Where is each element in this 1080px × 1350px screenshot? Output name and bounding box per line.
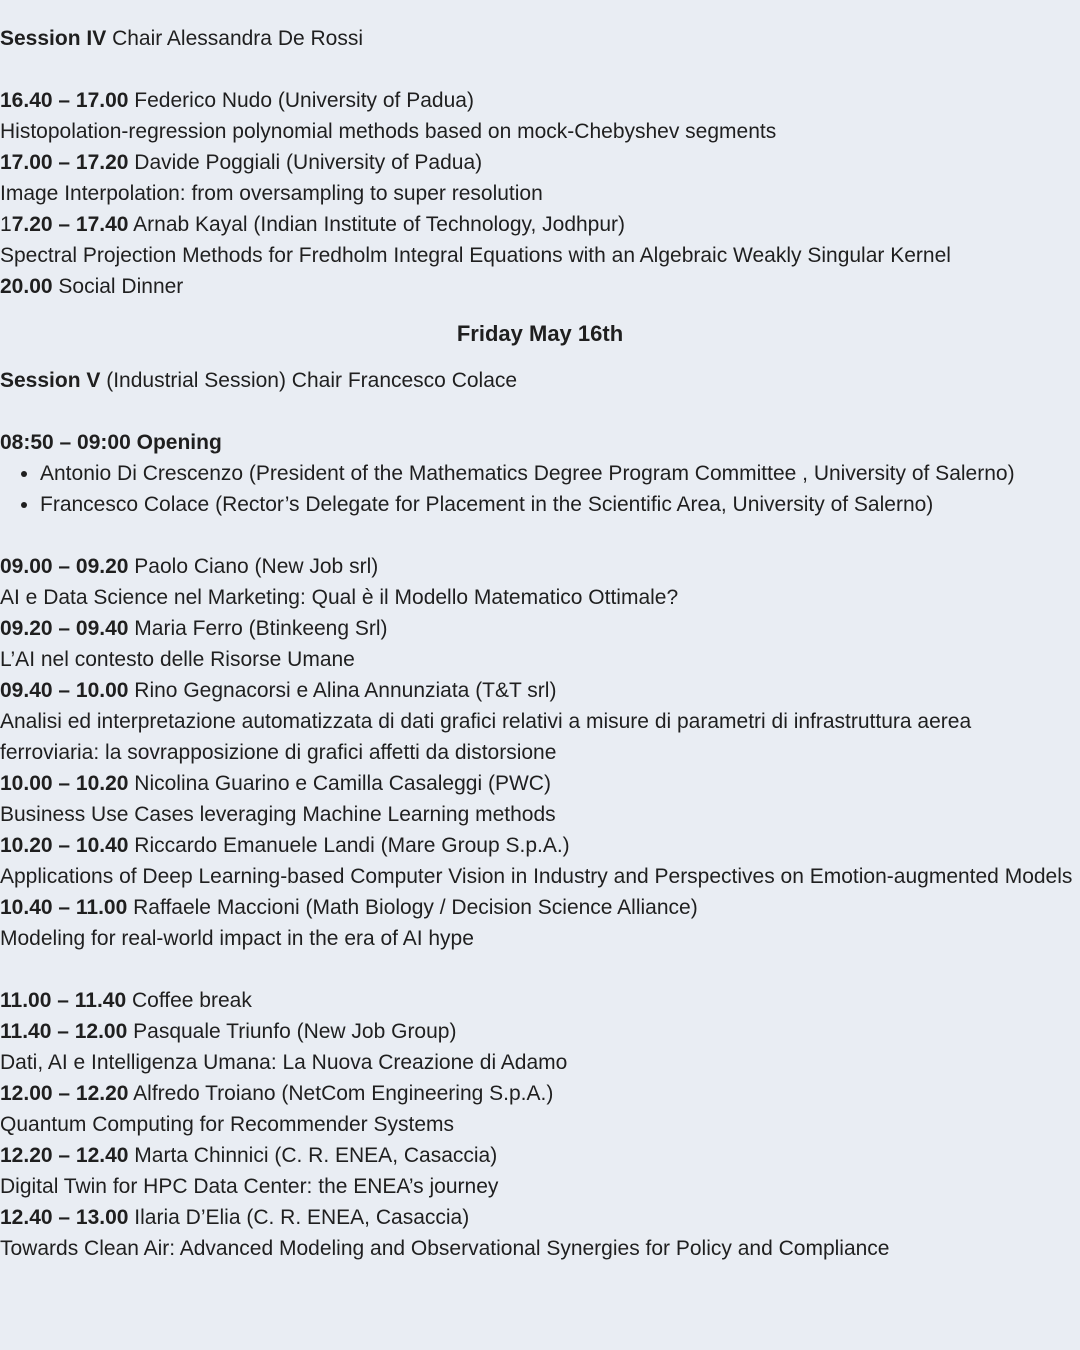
talk-time-line <box>0 147 1080 178</box>
talk-speaker: Arnab Kayal (Indian Institute of Technology, Jodhpur) <box>133 213 626 236</box>
talk-title: AI e Data Science nel Marketing: Qual è il Modello Matematico Ottimale? <box>0 586 679 609</box>
opening-bullet-list <box>0 458 1080 520</box>
coffee-time: 11.00 – 11.40 <box>0 989 127 1012</box>
talk-time-line <box>0 1078 1080 1109</box>
list-item <box>40 458 1080 489</box>
spacer <box>0 396 1080 427</box>
talk-title: Dati, AI e Intelligenza Umana: La Nuova Creazione di Adamo <box>0 1051 568 1074</box>
talk-speaker: Maria Ferro (Btinkeeng Srl) <box>134 617 388 640</box>
talk-speaker: Alfredo Troiano (NetCom Engineering S.p.A.) <box>133 1082 554 1105</box>
dinner-time: 20.00 <box>0 275 53 298</box>
talk-time: 10.20 – 10.40 <box>0 834 129 857</box>
program-page <box>0 23 1080 1264</box>
talk-time: 10.00 – 10.20 <box>0 772 129 795</box>
talk-speaker: Davide Poggiali (University of Padua) <box>134 151 483 174</box>
talk-time-line <box>0 1016 1080 1047</box>
bullet-text: Francesco Colace (Rector’s Delegate for Placement in the Scientific Area, University of Salerno) <box>40 493 934 516</box>
coffee-label: Coffee break <box>131 989 252 1012</box>
coffee-line <box>0 985 1080 1016</box>
talk-time: 12.40 – 13.00 <box>0 1206 129 1229</box>
spacer <box>0 520 1080 551</box>
day-heading: Friday May 16th <box>456 321 624 346</box>
dinner-line <box>0 271 1080 302</box>
talk-speaker: Paolo Ciano (New Job srl) <box>134 555 379 578</box>
talk-time: 17.00 – 17.20 <box>0 151 129 174</box>
talk-speaker: Nicolina Guarino e Camilla Casaleggi (PWC) <box>134 772 551 795</box>
opening-label: Opening <box>136 431 222 454</box>
talk-time-prefix: 1 <box>0 213 12 236</box>
talk-time: 11.40 – 12.00 <box>0 1020 128 1043</box>
talk-time-line <box>0 675 1080 706</box>
session-iv-chair: Chair Alessandra De Rossi <box>112 27 364 50</box>
talk-time-line <box>0 892 1080 923</box>
talk-title: L’AI nel contesto delle Risorse Umane <box>0 648 355 671</box>
talk-speaker: Ilaria D’Elia (C. R. ENEA, Casaccia) <box>134 1206 470 1229</box>
talk-title: Applications of Deep Learning-based Computer Vision in Industry and Perspectives on Emotion-augmented Models <box>0 865 1073 888</box>
talk-time: 09.40 – 10.00 <box>0 679 129 702</box>
talk-speaker: Rino Gegnacorsi e Alina Annunziata (T&T srl) <box>134 679 557 702</box>
bullet-icon <box>21 471 27 477</box>
talk-speaker: Federico Nudo (University of Padua) <box>134 89 474 112</box>
session-v-label: Session V <box>0 369 101 392</box>
opening-time: 08:50 – 09:00 <box>0 431 131 454</box>
session-v-header <box>0 365 1080 396</box>
talk-time-line <box>0 768 1080 799</box>
talk-time-line <box>0 551 1080 582</box>
dinner-label: Social Dinner <box>58 275 184 298</box>
talk-title: Analisi ed interpretazione automatizzata di dati grafici relativi a misure di parametri di infrastruttura aerea ferroviaria: la sovrapposizione di grafici affetti da distorsione <box>0 710 972 764</box>
talk-title: Histopolation-regression polynomial methods based on mock-Chebyshev segments <box>0 120 777 143</box>
opening-line <box>0 427 1080 458</box>
talk-title: Digital Twin for HPC Data Center: the ENEA’s journey <box>0 1175 499 1198</box>
talk-time-line <box>0 1202 1080 1233</box>
spacer <box>0 954 1080 985</box>
talk-time-line <box>0 830 1080 861</box>
spacer <box>0 54 1080 85</box>
talk-title: Quantum Computing for Recommender Systems <box>0 1113 455 1136</box>
talk-time: 7.20 – 17.40 <box>11 213 129 236</box>
bullet-icon <box>21 502 27 508</box>
talk-title: Towards Clean Air: Advanced Modeling and Observational Synergies for Policy and Compliance <box>0 1237 890 1260</box>
talk-time-line <box>0 209 1080 240</box>
session-iv-label: Session IV <box>0 27 107 50</box>
talk-speaker: Pasquale Triunfo (New Job Group) <box>133 1020 457 1043</box>
talk-time: 10.40 – 11.00 <box>0 896 128 919</box>
list-item <box>40 489 1080 520</box>
talk-time-line <box>0 85 1080 116</box>
talk-title: Image Interpolation: from oversampling to super resolution <box>0 182 543 205</box>
talk-title: Business Use Cases leveraging Machine Learning methods <box>0 803 556 826</box>
bullet-text: Antonio Di Crescenzo (President of the Mathematics Degree Program Committee , University of Salerno) <box>40 462 1015 485</box>
talk-speaker: Riccardo Emanuele Landi (Mare Group S.p.A.) <box>134 834 570 857</box>
talk-speaker: Raffaele Maccioni (Math Biology / Decision Science Alliance) <box>133 896 698 919</box>
talk-time: 09.20 – 09.40 <box>0 617 129 640</box>
talk-speaker: Marta Chinnici (C. R. ENEA, Casaccia) <box>134 1144 498 1167</box>
session-v-chair: (Industrial Session) Chair Francesco Colace <box>106 369 518 392</box>
talk-time: 09.00 – 09.20 <box>0 555 129 578</box>
talk-time: 12.20 – 12.40 <box>0 1144 129 1167</box>
talk-time-line <box>0 1140 1080 1171</box>
talk-title: Modeling for real-world impact in the era of AI hype <box>0 927 474 950</box>
talk-title: Spectral Projection Methods for Fredholm Integral Equations with an Algebraic Weakly Singular Kernel <box>0 244 951 267</box>
talk-time: 12.00 – 12.20 <box>0 1082 129 1105</box>
talk-time-line <box>0 613 1080 644</box>
session-iv-header <box>0 23 1080 54</box>
talk-time: 16.40 – 17.00 <box>0 89 129 112</box>
